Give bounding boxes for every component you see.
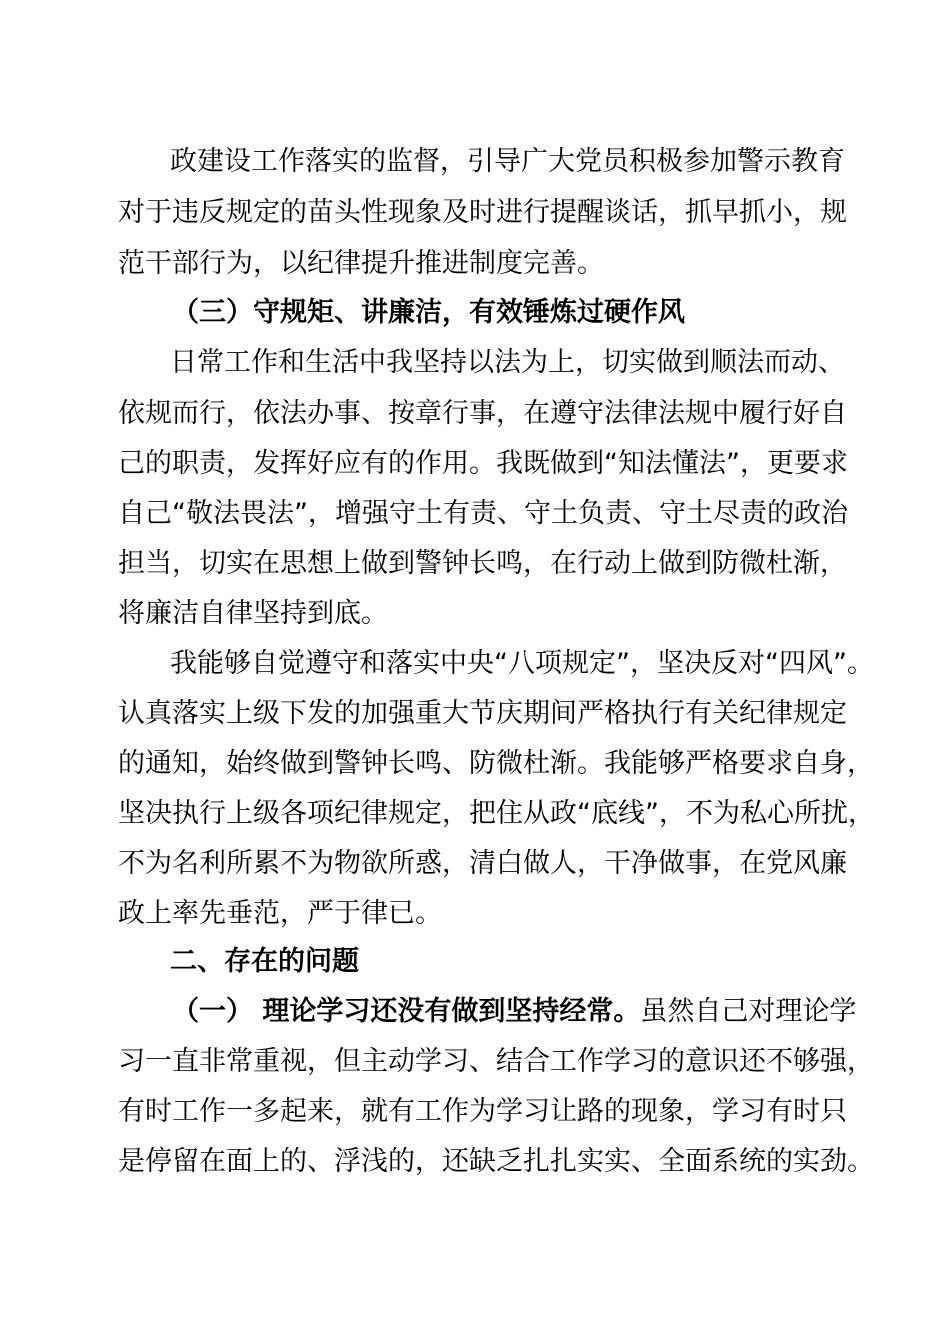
paragraph-line: 我能够自觉遵守和落实中央“八项规定”，坚决反对“四风”。 — [170, 648, 874, 679]
paragraph-line: 认真落实上级下发的加强重大节庆期间严格执行有关纪律规定 — [118, 698, 847, 729]
paragraph-line: 日常工作和生活中我坚持以法为上，切实做到顺法而动、 — [170, 347, 845, 378]
paragraph-line: 政建设工作落实的监督，引导广大党员积极参加警示教育 — [170, 146, 845, 177]
issue-first-line — [172, 995, 856, 1029]
paragraph-line: 的通知，始终做到警钟长鸣、防微杜渐。我能够严格要求自身， — [118, 748, 874, 779]
paragraph-line: 范干部行为，以纪律提升推进制度完善。 — [118, 248, 604, 279]
section-heading: （三）守规矩、讲廉洁，有效锤炼过硬作风 — [172, 297, 685, 328]
paragraph-line: 坚决执行上级各项纪律规定，把住从政“底线”，不为私心所扰， — [118, 798, 875, 829]
paragraph-line: 习一直非常重视，但主动学习、结合工作学习的意识还不够强， — [118, 1046, 874, 1077]
paragraph-line: 担当，切实在思想上做到警钟长鸣，在行动上做到防微杜渐， — [118, 548, 847, 579]
paragraph-line: 对于违反规定的苗头性现象及时进行提醒谈话，抓早抓小，规 — [118, 197, 847, 228]
issue-text: 虽然自己对理论学 — [640, 996, 857, 1027]
paragraph-line: 自己“敬法畏法”，增强守土有责、守土负责、守土尽责的政治 — [118, 498, 848, 529]
paragraph-line: 己的职责，发挥好应有的作用。我既做到“知法懂法”，更要求 — [118, 448, 848, 479]
section-heading: 二、存在的问题 — [170, 946, 359, 977]
paragraph-line: 依规而行，依法办事、按章行事，在遵守法律法规中履行好自 — [118, 398, 847, 429]
issue-heading: （一） 理论学习还没有做到坚持经常。 — [172, 996, 641, 1027]
paragraph-line: 有时工作一多起来，就有工作为学习让路的现象，学习有时只 — [118, 1096, 847, 1127]
paragraph-line: 是停留在面上的、浮浅的，还缺乏扎扎实实、全面系统的实劲。 — [118, 1146, 874, 1177]
paragraph-line: 政上率先垂范，严于律已。 — [118, 898, 442, 929]
paragraph-line: 将廉洁自律坚持到底。 — [118, 598, 388, 629]
paragraph-line: 不为名利所累不为物欲所惑，清白做人，干净做事，在党风廉 — [118, 848, 847, 879]
